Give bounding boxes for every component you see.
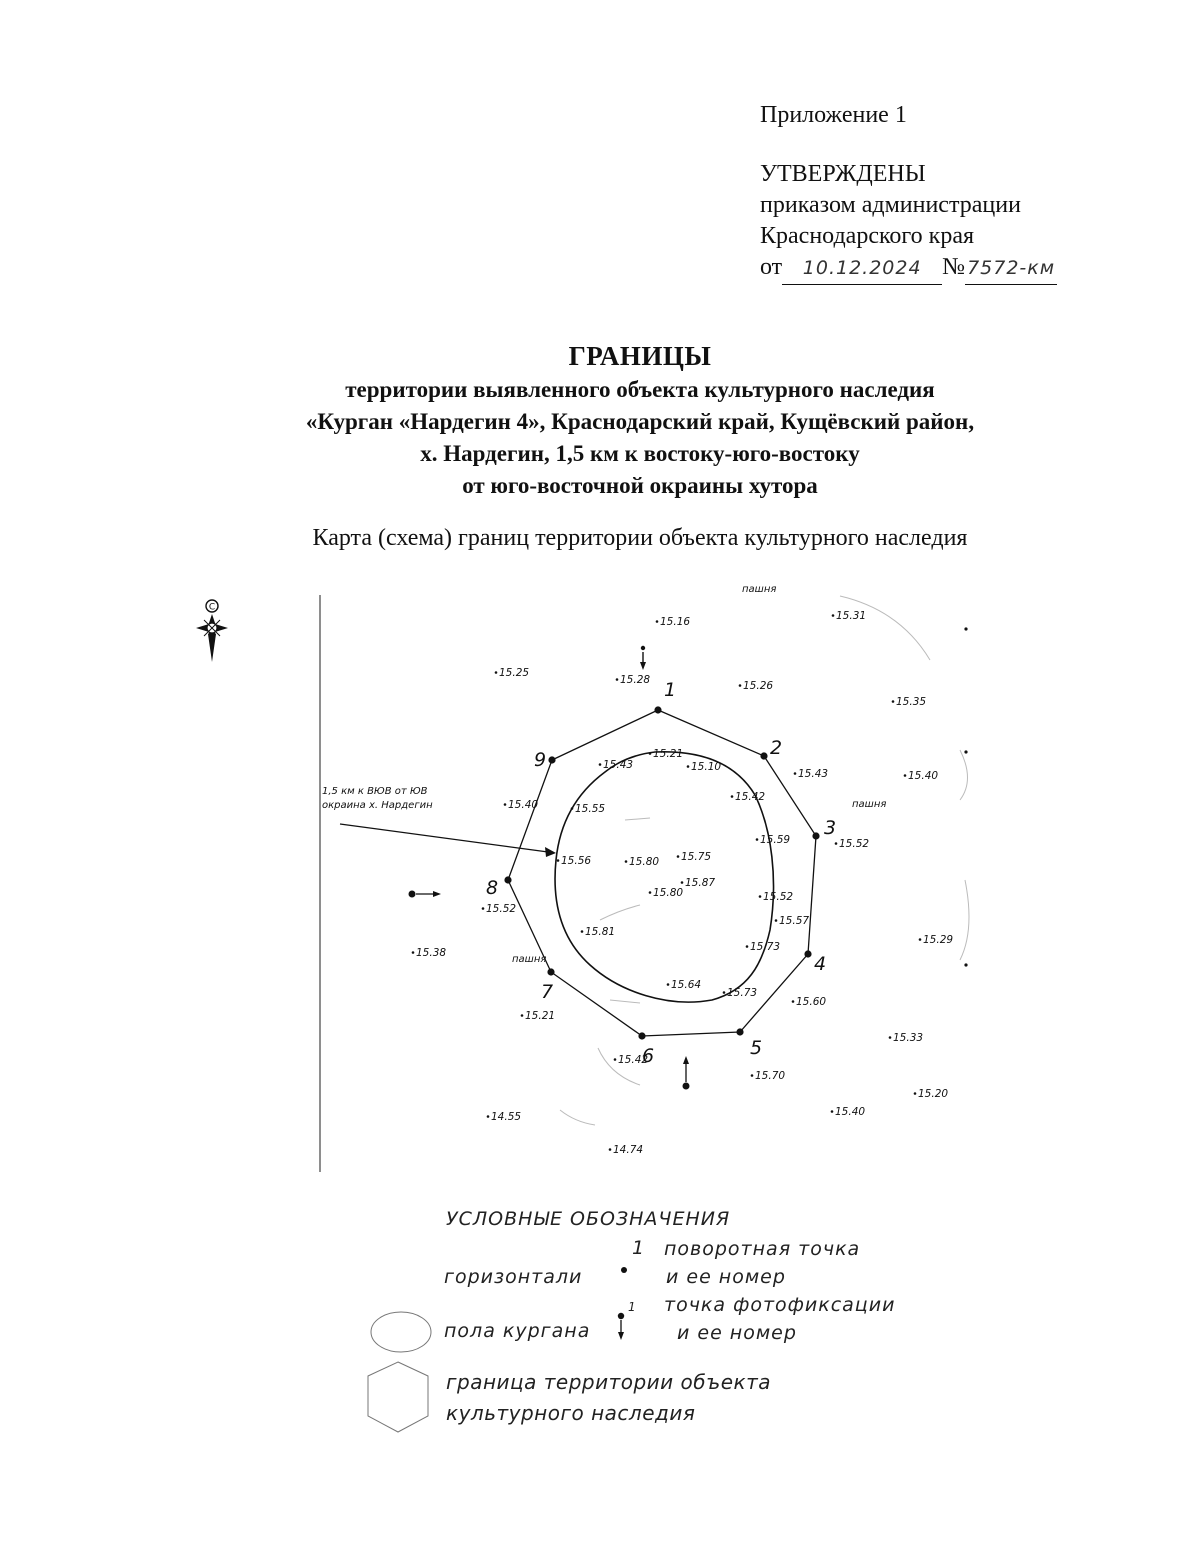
elevation-label: 15.21 — [653, 748, 684, 760]
turning-point-3 — [812, 832, 819, 839]
elevation-label: 15.42 — [735, 791, 766, 803]
elevation-label: 15.52 — [486, 903, 517, 915]
legend-turning-point-icon — [621, 1267, 627, 1273]
approval-line-2: Краснодарского края — [760, 223, 975, 249]
elevation-label: 15.31 — [836, 610, 867, 622]
elevation-dot — [723, 991, 726, 994]
map-title: Карта (схема) границ территории объекта культурного наследия — [312, 525, 968, 551]
legend-turning-point-line-1: поворотная точка — [664, 1238, 861, 1260]
elevation-label: 15.43 — [603, 759, 634, 771]
plough-label-right: пашня — [852, 799, 887, 810]
elevation-label: 15.75 — [681, 851, 712, 863]
elevation-dot — [756, 838, 759, 841]
turning-point-9 — [548, 756, 555, 763]
elevation-label: 15.87 — [685, 877, 716, 889]
turning-point-label: 1 — [664, 679, 677, 701]
turning-point-4 — [804, 950, 811, 957]
elevation-dot — [792, 1000, 795, 1003]
elevation-label: 15.33 — [893, 1032, 924, 1044]
elevation-label: 15.64 — [671, 979, 702, 991]
from-label: от — [760, 254, 783, 280]
elevation-dot — [759, 895, 762, 898]
elevation-dot — [609, 1148, 612, 1151]
elevation-label: 15.73 — [727, 987, 758, 999]
turning-point-1 — [654, 706, 661, 713]
legend-heading: УСЛОВНЫЕ ОБОЗНАЧЕНИЯ — [446, 1208, 731, 1230]
legend-boundary-line-1: граница территории объекта — [446, 1370, 772, 1394]
turning-point-label: 5 — [750, 1037, 763, 1059]
elevation-label: 15.43 — [798, 768, 829, 780]
elevation-dot — [904, 774, 907, 777]
elevation-dot — [625, 860, 628, 863]
plough-label-left: пашня — [512, 954, 547, 965]
title-line-2: «Курган «Нардегин 4», Краснодарский край, Кущёвский район, — [305, 409, 975, 434]
elevation-dot — [504, 803, 507, 806]
elevation-label: 15.81 — [585, 926, 616, 938]
map-dot — [964, 627, 967, 630]
turning-point-6 — [638, 1032, 645, 1039]
legend-photo-line-1: точка фотофиксации — [664, 1294, 896, 1316]
north-arrow-icon — [196, 600, 228, 662]
elevation-dot — [656, 620, 659, 623]
elevation-dot — [649, 752, 652, 755]
elevation-dot — [794, 772, 797, 775]
elevation-dot — [581, 930, 584, 933]
legend-photo-number: 1 — [628, 1300, 636, 1314]
elevation-label: 15.21 — [525, 1010, 556, 1022]
elevation-dot — [599, 763, 602, 766]
turning-point-7 — [547, 968, 554, 975]
elevation-dot — [739, 684, 742, 687]
approval-number: 7572-км — [965, 253, 1057, 285]
elevation-label: 14.55 — [491, 1111, 522, 1123]
legend-turning-point-line-2: и ее номер — [666, 1266, 786, 1288]
approval-date: 10.12.2024 — [782, 253, 942, 285]
elevation-label: 14.74 — [613, 1144, 644, 1156]
elevation-dot — [831, 1110, 834, 1113]
elevation-dot — [571, 807, 574, 810]
callout-line-2: окраина х. Нардегин — [322, 800, 433, 811]
elevation-label: 15.80 — [629, 856, 660, 868]
photo-point-1-icon — [640, 646, 646, 670]
elevation-label: 15.55 — [575, 803, 606, 815]
elevation-dot — [649, 891, 652, 894]
title-line-4: от юго-восточной окраины хутора — [462, 473, 818, 498]
number-label: № — [942, 254, 966, 280]
turning-point-label: 4 — [814, 953, 827, 975]
callout-arrowhead-icon — [545, 847, 556, 857]
elevation-label: 15.29 — [923, 934, 954, 946]
callout-arrow-line — [340, 824, 548, 852]
photo-point-3-icon — [683, 1056, 690, 1090]
turning-points-layer — [486, 679, 836, 1067]
elevation-dot — [681, 881, 684, 884]
elevation-dot — [832, 614, 835, 617]
approval-line-1: приказом администрации — [760, 192, 1021, 218]
elevation-dot — [482, 907, 485, 910]
legend-photo-line-2: и ее номер — [677, 1322, 797, 1344]
elevation-label: 15.73 — [750, 941, 781, 953]
elevation-dot — [616, 678, 619, 681]
elevation-dot — [731, 795, 734, 798]
elevation-label: 15.40 — [508, 799, 539, 811]
legend-contours: горизонтали — [444, 1266, 583, 1288]
turning-point-2 — [760, 752, 767, 759]
elevation-dot — [919, 938, 922, 941]
plough-label-top: пашня — [742, 584, 777, 595]
elevation-label: 15.59 — [760, 834, 791, 846]
elevation-dot — [495, 671, 498, 674]
turning-point-label: 6 — [642, 1045, 655, 1067]
photo-point-2-icon — [409, 891, 442, 898]
turning-point-5 — [736, 1028, 743, 1035]
elevation-dot — [521, 1014, 524, 1017]
elevation-label: 15.20 — [918, 1088, 949, 1100]
elevation-dot — [892, 700, 895, 703]
elevation-dot — [746, 945, 749, 948]
elevation-dot — [667, 983, 670, 986]
turning-point-label: 7 — [541, 981, 554, 1003]
elevation-label: 15.42 — [618, 1054, 649, 1066]
elevation-dot — [487, 1115, 490, 1118]
approved-label: УТВЕРЖДЕНЫ — [760, 161, 926, 187]
turning-point-label: 2 — [770, 737, 783, 759]
elevation-label: 15.40 — [835, 1106, 866, 1118]
elevation-label: 15.70 — [755, 1070, 786, 1082]
callout-line-1: 1,5 км к ВЮВ от ЮВ — [322, 786, 428, 797]
elevation-label: 15.56 — [561, 855, 592, 867]
mound-outline — [555, 752, 773, 1002]
elevation-label: 15.52 — [839, 838, 870, 850]
elevation-dot — [835, 842, 838, 845]
turning-point-label: 3 — [824, 817, 837, 839]
legend-mound-symbol-icon — [371, 1312, 431, 1352]
annex-label: Приложение 1 — [760, 102, 907, 128]
compass-letter: С — [208, 602, 216, 613]
elevation-dot — [412, 951, 415, 954]
elevation-label: 15.52 — [763, 891, 794, 903]
elevation-label: 15.35 — [896, 696, 927, 708]
title-line-3: х. Нардегин, 1,5 км к востоку-юго-востоку — [420, 441, 860, 466]
elevation-label: 15.26 — [743, 680, 774, 692]
elevation-dot — [914, 1092, 917, 1095]
elevation-label: 15.10 — [691, 761, 722, 773]
elevation-dot — [751, 1074, 754, 1077]
elevation-label: 15.60 — [796, 996, 827, 1008]
elevation-label: 15.25 — [499, 667, 530, 679]
legend-boundary-symbol-icon — [368, 1362, 428, 1432]
map-dot — [964, 963, 967, 966]
elevation-dot — [557, 859, 560, 862]
title-line-1: территории выявленного объекта культурного наследия — [345, 377, 935, 402]
turning-point-label: 8 — [486, 877, 499, 899]
elevation-dot — [775, 919, 778, 922]
elevation-dot — [687, 765, 690, 768]
elevation-label: 15.80 — [653, 887, 684, 899]
elevation-label: 15.38 — [416, 947, 447, 959]
legend-boundary-line-2: культурного наследия — [446, 1401, 696, 1425]
elevation-label: 15.57 — [779, 915, 810, 927]
map-dot — [964, 750, 967, 753]
title-main: ГРАНИЦЫ — [568, 341, 712, 371]
elevation-dot — [677, 855, 680, 858]
elevation-dot — [889, 1036, 892, 1039]
elevation-label: 15.16 — [660, 616, 691, 628]
legend-mound: пола кургана — [444, 1320, 591, 1342]
elevation-label: 15.40 — [908, 770, 939, 782]
legend-photo-point-icon — [618, 1313, 624, 1340]
turning-point-8 — [504, 876, 511, 883]
elevation-dot — [614, 1058, 617, 1061]
legend-turning-point-number: 1 — [632, 1237, 645, 1259]
turning-point-label: 9 — [534, 749, 547, 771]
elevation-label: 15.28 — [620, 674, 651, 686]
